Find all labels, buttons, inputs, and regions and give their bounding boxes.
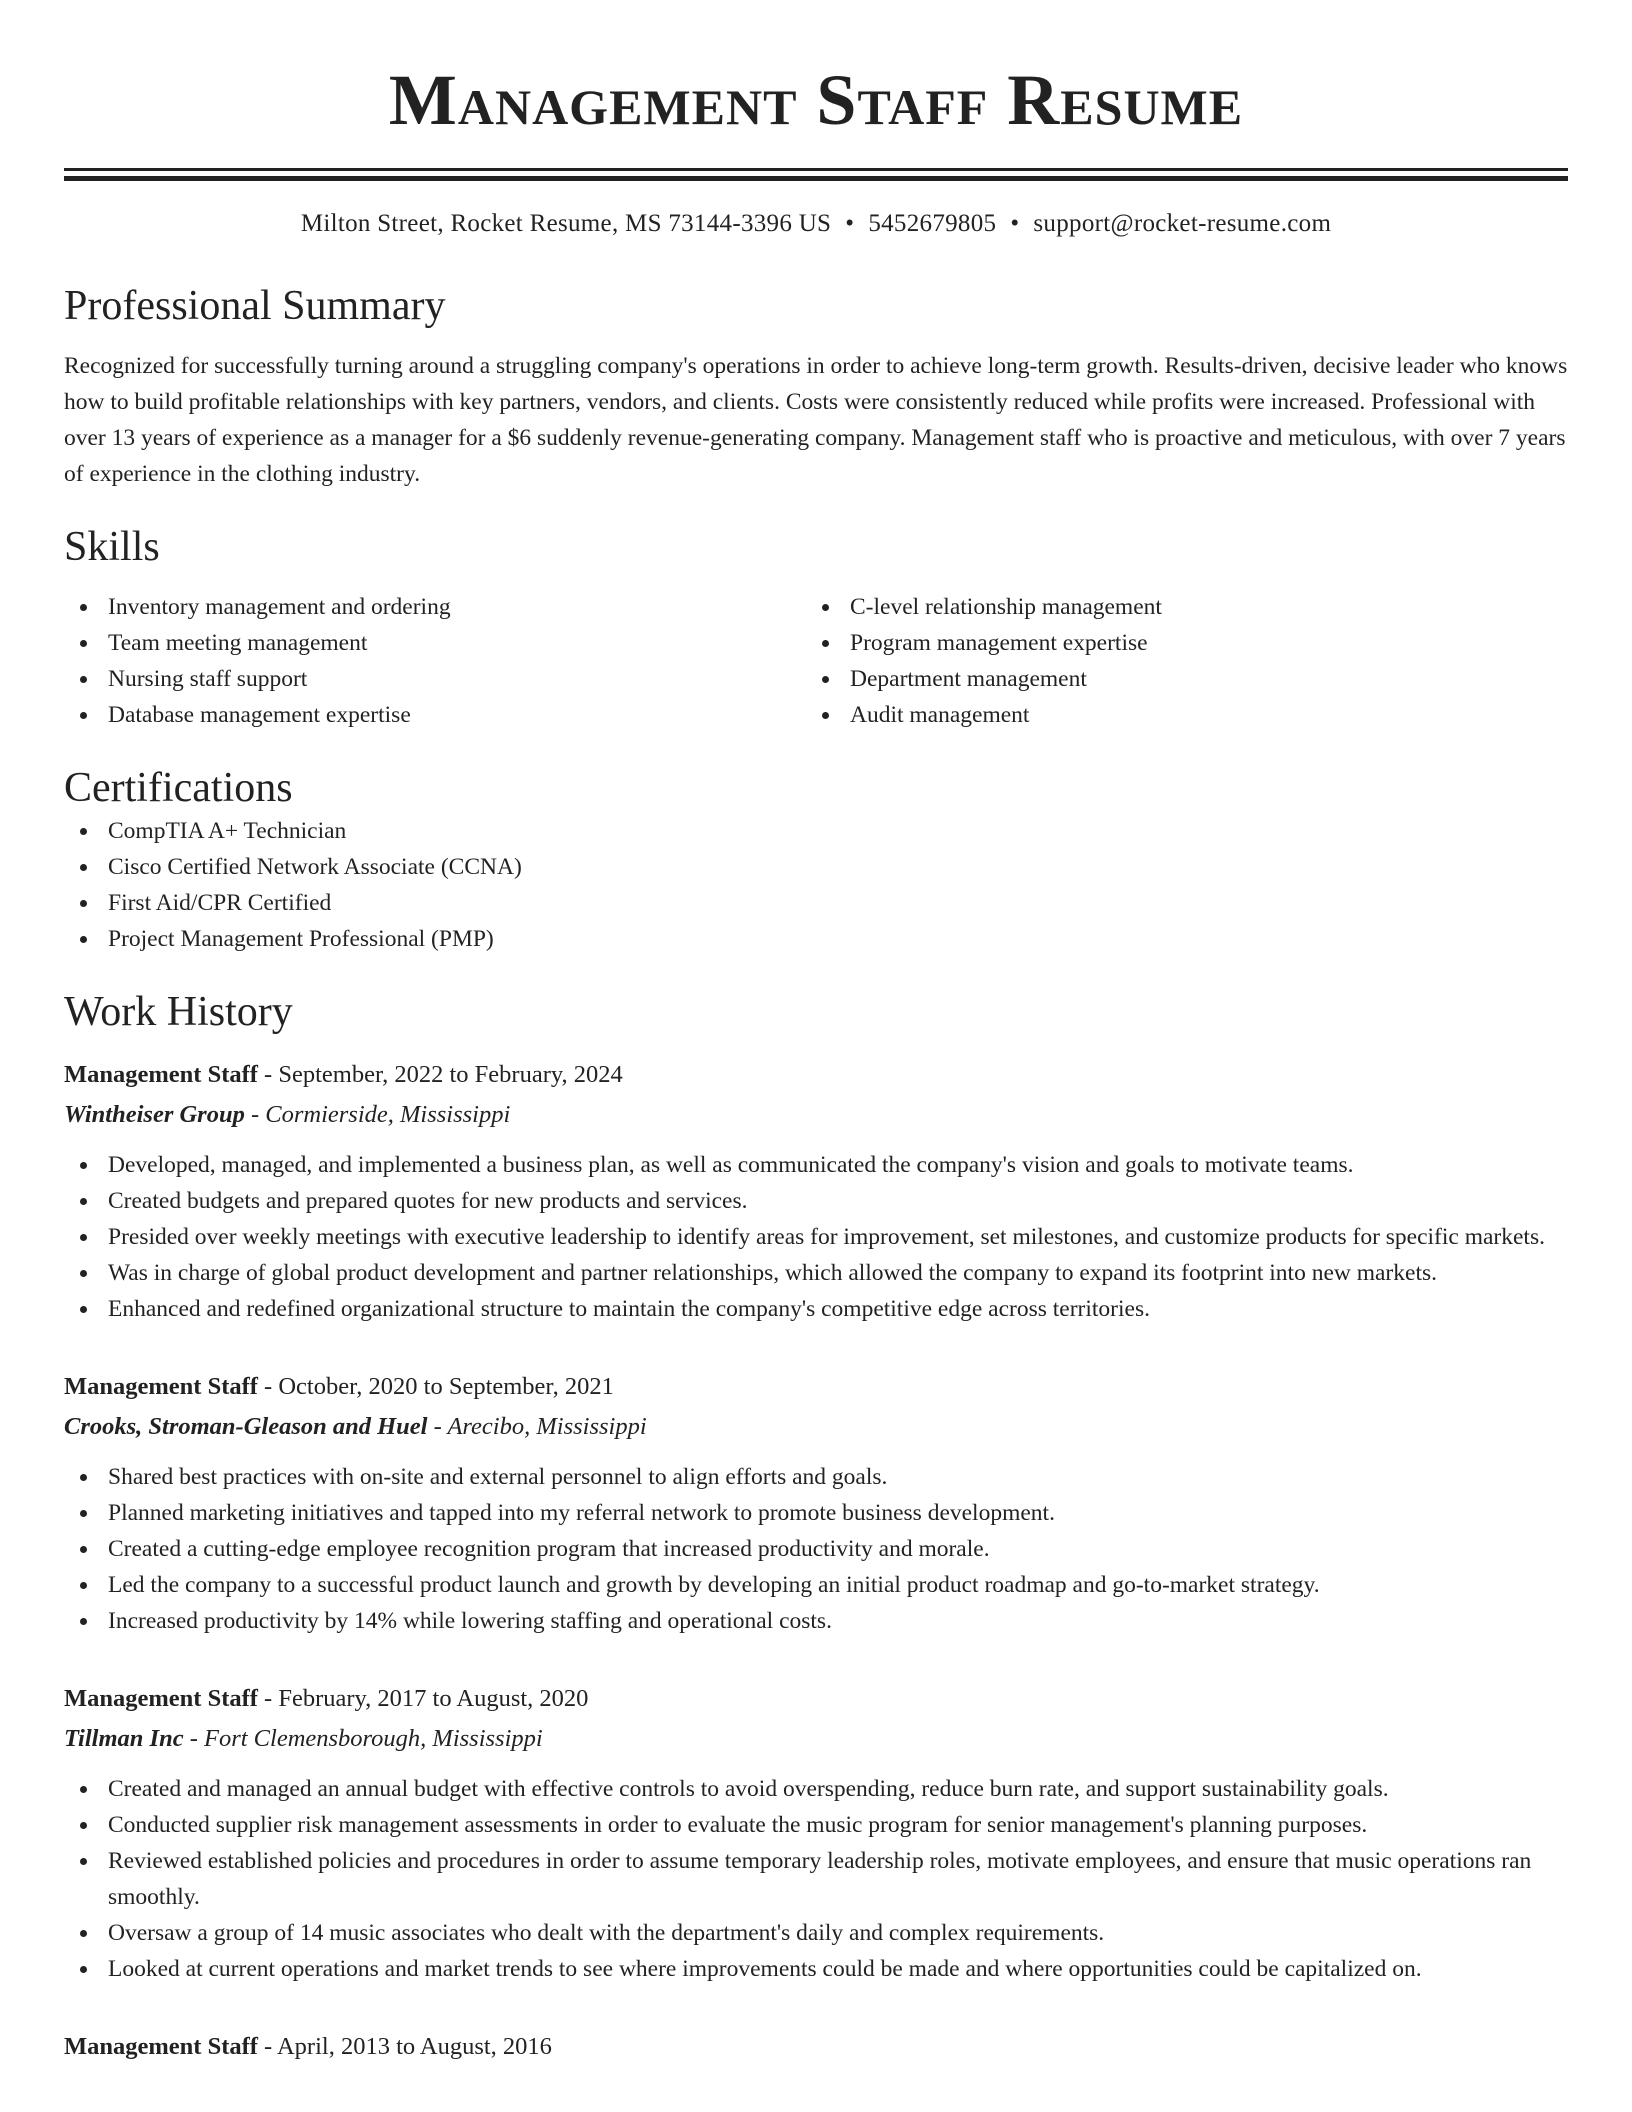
certification-label: First Aid/CPR Certified	[108, 890, 332, 916]
bullet-icon	[80, 900, 87, 907]
summary-heading: Professional Summary	[64, 283, 446, 329]
job-entry	[64, 2027, 1568, 2067]
bullet-icon	[80, 676, 87, 683]
job-title: Management Staff	[64, 2033, 258, 2060]
job-duty-item	[64, 1951, 1568, 1987]
certification-item	[64, 885, 1568, 921]
job-company: Wintheiser Group	[64, 1101, 245, 1128]
bullet-icon	[80, 864, 87, 871]
job-title: Management Staff	[64, 1373, 258, 1400]
skills-right-column	[806, 589, 1548, 733]
job-location: - Cormierside, Mississippi	[250, 1101, 511, 1128]
skill-item	[806, 661, 1548, 697]
work-history-section	[64, 987, 1568, 2067]
contact-separator: •	[1010, 210, 1020, 237]
job-duty-text: Reviewed established policies and procedures in order to assume temporary leadership roles, motivate employees, and ensure that music operations ran smoothly.	[108, 1848, 1532, 1910]
skill-item	[64, 625, 806, 661]
job-duty-item	[64, 1459, 1568, 1495]
bullet-icon	[80, 1546, 87, 1553]
contact-separator: •	[845, 210, 855, 237]
job-duty-text: Created budgets and prepared quotes for new products and services.	[108, 1188, 748, 1214]
job-duty-item	[64, 1219, 1568, 1255]
job-duty-item	[64, 1915, 1568, 1951]
bullet-icon	[80, 1930, 87, 1937]
job-duty-text: Was in charge of global product development and partner relationships, which allowed the company to expand its footprint into new markets.	[108, 1260, 1437, 1286]
job-dates: - April, 2013 to August, 2016	[264, 2033, 552, 2060]
job-header	[64, 1055, 1568, 1095]
bullet-icon	[80, 828, 87, 835]
job-duty-item	[64, 1183, 1568, 1219]
bullet-icon	[80, 1234, 87, 1241]
job-company: Tillman Inc	[64, 1725, 184, 1752]
certifications-list	[64, 813, 1568, 957]
bullet-icon	[80, 712, 87, 719]
job-entry	[64, 1367, 1568, 1639]
bullet-icon	[822, 712, 829, 719]
skills-grid	[64, 589, 1568, 733]
job-location: - Fort Clemensborough, Mississippi	[189, 1725, 543, 1752]
bullet-icon	[80, 1510, 87, 1517]
skill-label: Audit management	[850, 702, 1030, 728]
skill-item	[806, 697, 1548, 733]
skill-label: Team meeting management	[108, 630, 368, 656]
skills-section	[64, 522, 1568, 733]
bullet-icon	[80, 1162, 87, 1169]
skill-item	[806, 625, 1548, 661]
skill-item	[64, 661, 806, 697]
job-duty-text: Looked at current operations and market trends to see where improvements could be made and where opportunities could be capitalized on.	[108, 1956, 1422, 1982]
certifications-section	[64, 763, 1568, 957]
contact-email: support@rocket-resume.com	[1033, 210, 1332, 237]
certifications-heading: Certifications	[64, 765, 293, 811]
job-duty-text: Developed, managed, and implemented a business plan, as well as communicated the company's vision and goals to motivate teams.	[108, 1152, 1354, 1178]
job-header	[64, 1679, 1568, 1719]
job-duty-text: Oversaw a group of 14 music associates who dealt with the department's daily and complex requirements.	[108, 1920, 1105, 1946]
job-duty-item	[64, 1771, 1568, 1807]
job-company-line	[64, 1095, 1568, 1135]
job-header	[64, 2027, 1568, 2067]
bullet-icon	[80, 1198, 87, 1205]
work-history-heading: Work History	[64, 989, 293, 1035]
job-duty-text: Presided over weekly meetings with executive leadership to identify areas for improvement, set milestones, and customize products for specific markets.	[108, 1224, 1545, 1250]
certification-label: CompTIA A+ Technician	[108, 818, 347, 844]
bullet-icon	[80, 1270, 87, 1277]
job-duty-item	[64, 1807, 1568, 1843]
skill-item	[806, 589, 1548, 625]
skill-item	[64, 697, 806, 733]
job-duty-text: Increased productivity by 14% while lowering staffing and operational costs.	[108, 1608, 832, 1634]
skills-heading: Skills	[64, 524, 160, 570]
contact-phone: 5452679805	[868, 210, 997, 237]
bullet-icon	[80, 604, 87, 611]
certification-item	[64, 849, 1568, 885]
job-title: Management Staff	[64, 1685, 258, 1712]
certification-item	[64, 921, 1568, 957]
bullet-icon	[822, 604, 829, 611]
bullet-icon	[822, 640, 829, 647]
bullet-icon	[80, 1966, 87, 1973]
skill-label: Database management expertise	[108, 702, 411, 728]
job-company-line	[64, 1719, 1568, 1759]
bullet-icon	[80, 1582, 87, 1589]
job-company: Crooks, Stroman-Gleason and Huel	[64, 1413, 428, 1440]
job-duty-text: Planned marketing initiatives and tapped into my referral network to promote business development.	[108, 1500, 1055, 1526]
bullet-icon	[80, 1474, 87, 1481]
bullet-icon	[80, 1786, 87, 1793]
certification-item	[64, 813, 1568, 849]
skills-left-column	[64, 589, 806, 733]
skill-label: Program management expertise	[850, 630, 1148, 656]
job-duty-item	[64, 1603, 1568, 1639]
job-duties-list	[64, 1459, 1568, 1639]
job-duty-item	[64, 1843, 1568, 1915]
bullet-icon	[822, 676, 829, 683]
skill-label: Inventory management and ordering	[108, 594, 451, 620]
resume-page	[64, 0, 1568, 2067]
job-location: - Arecibo, Mississippi	[433, 1413, 647, 1440]
job-duties-list	[64, 1147, 1568, 1327]
job-title: Management Staff	[64, 1061, 258, 1088]
bullet-icon	[80, 1618, 87, 1625]
job-duty-text: Created a cutting-edge employee recognition program that increased productivity and morale.	[108, 1536, 990, 1562]
skill-label: Nursing staff support	[108, 666, 308, 692]
job-duty-text: Created and managed an annual budget with effective controls to avoid overspending, reduce burn rate, and support sustainability goals.	[108, 1776, 1389, 1802]
job-entry	[64, 1679, 1568, 1987]
job-duty-text: Shared best practices with on-site and external personnel to align efforts and goals.	[108, 1464, 888, 1490]
bullet-icon	[80, 1306, 87, 1313]
bullet-icon	[80, 936, 87, 943]
certification-label: Cisco Certified Network Associate (CCNA)	[108, 854, 522, 880]
bullet-icon	[80, 640, 87, 647]
job-dates: - October, 2020 to September, 2021	[264, 1373, 614, 1400]
job-duty-item	[64, 1291, 1568, 1327]
job-duty-text: Conducted supplier risk management assessments in order to evaluate the music program for senior management's planning purposes.	[108, 1812, 1368, 1838]
job-duty-item	[64, 1495, 1568, 1531]
job-duty-text: Led the company to a successful product launch and growth by developing an initial product roadmap and go-to-market strategy.	[108, 1572, 1320, 1598]
job-entry	[64, 1055, 1568, 1327]
summary-text: Recognized for successfully turning around a struggling company's operations in order to achieve long-term growth. Results-driven, decisive leader who knows how to build profitable relationships with key partners, vendors, and clients. Costs were consistently reduced while profits were increased. Professional with over 13 years of experience as a manager for a $6 suddenly revenue-generating company. Management staff who is proactive and meticulous, with over 7 years of experience in the clothing industry.	[64, 353, 1568, 487]
job-duties-list	[64, 1771, 1568, 1987]
contact-line	[64, 207, 1568, 241]
title-divider	[64, 168, 1568, 181]
skill-item	[64, 589, 806, 625]
certification-label: Project Management Professional (PMP)	[108, 926, 494, 952]
job-dates: - September, 2022 to February, 2024	[264, 1061, 623, 1088]
job-dates: - February, 2017 to August, 2020	[264, 1685, 589, 1712]
job-duty-text: Enhanced and redefined organizational structure to maintain the company's competitive edge across territories.	[108, 1296, 1150, 1322]
professional-summary-section	[64, 281, 1568, 492]
job-duty-item	[64, 1531, 1568, 1567]
job-duty-item	[64, 1255, 1568, 1291]
skill-label: C-level relationship management	[850, 594, 1162, 620]
job-header	[64, 1367, 1568, 1407]
resume-title: Management Staff Resume	[388, 60, 1244, 140]
skill-label: Department management	[850, 666, 1087, 692]
bullet-icon	[80, 1822, 87, 1829]
job-company-line	[64, 1407, 1568, 1447]
job-duty-item	[64, 1567, 1568, 1603]
bullet-icon	[80, 1858, 87, 1865]
contact-address: Milton Street, Rocket Resume, MS 73144-3396 US	[300, 210, 832, 237]
job-duty-item	[64, 1147, 1568, 1183]
